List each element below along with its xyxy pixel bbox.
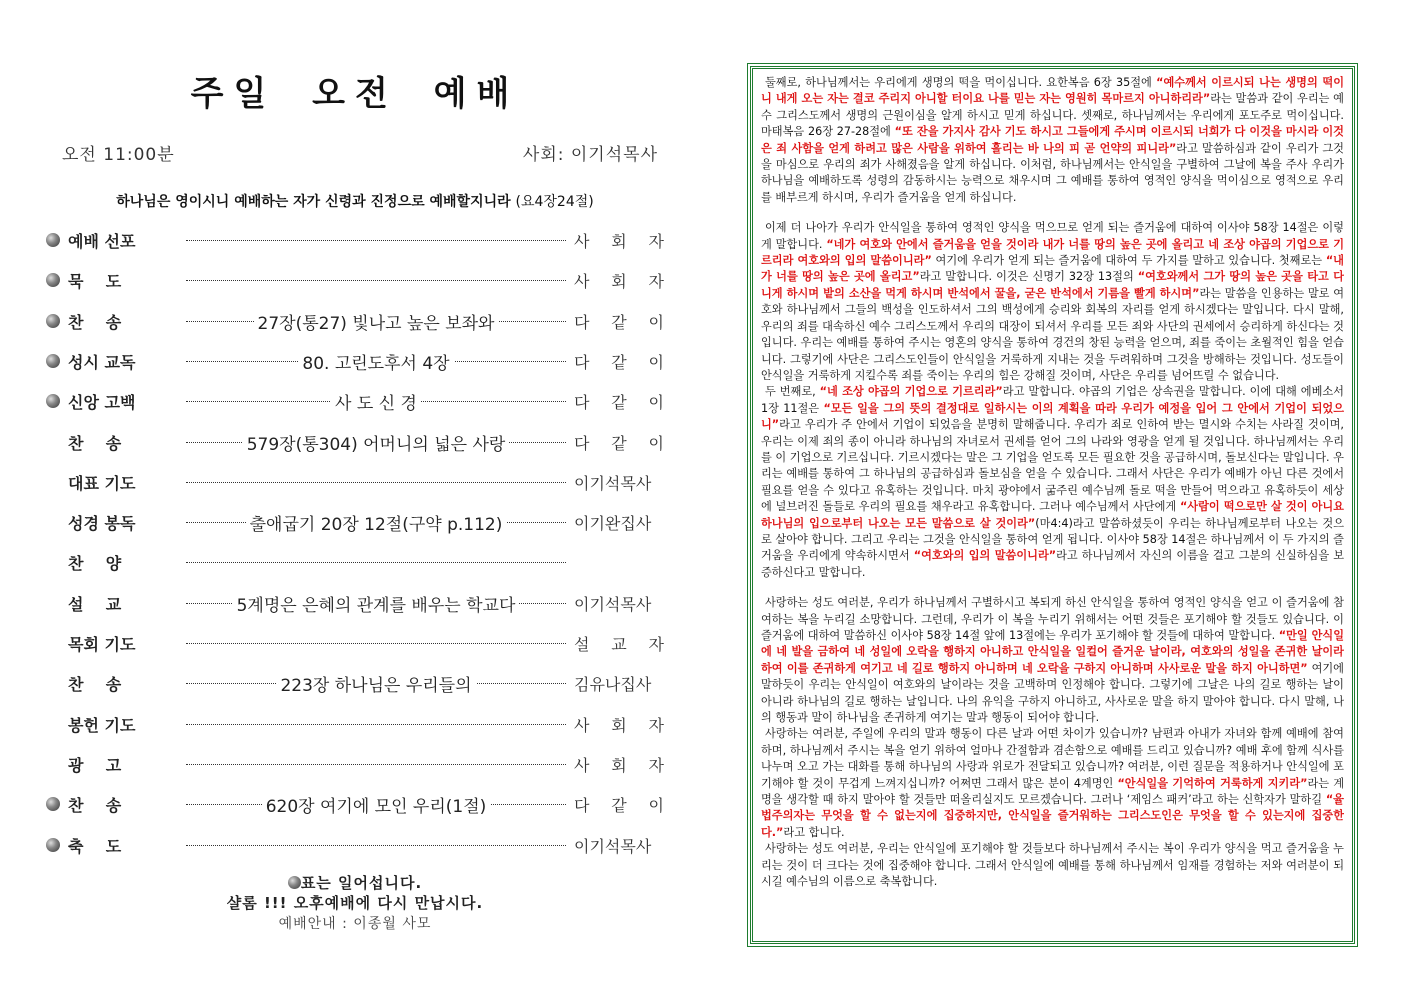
scripture-quote: “사람이 떡으로만 살 것이 아니요 하나님의 입으로부터 나오는 모든 말씀으로 살 것이라” — [761, 500, 1344, 530]
order-content — [186, 510, 566, 535]
order-person: 사 회 자 — [574, 755, 664, 775]
dotted-leader — [186, 845, 566, 846]
service-time: 오전 11:00분 — [62, 145, 175, 165]
order-row — [46, 383, 666, 423]
order-row — [46, 706, 666, 746]
stand-bullet-icon — [288, 876, 301, 889]
sermon-text-run: 라고 말씀하심과 같이 우리가 그것을 마심으로 우리의 죄가 사해졌음을 알게 하십니다. 이처럼, 하나님께서는 안식일을 구별하여 그날에 복을 주사 우리가 하나님을 예배하도록 성령의 감동하시는 능력으로 채우시며 그 예배를 통하여 영적인 양식을 먹이심으로 영적으로 우리를 배부르게 하시며, 우리가 즐거움을 얻게 하십니다. — [761, 141, 1344, 204]
sermon-text-run: 여기에 말하듯이 우리는 안식일이 여호와의 날이라는 것을 고백하며 인정해야 합니다. 그렇기에 그날은 나의 길로 행하는 날이 아니라 하나님의 길로 행하는 날입니다. 나의 유익을 구하지 아니하고, 사사로운 말을 하지 말아야 합니다. 다시 말해, 나의 행동과 말이 하나님을 존귀하게 여기는 말과 행동이 되어야 합니다. — [761, 661, 1344, 725]
scripture-quote: “여호와의 입의 말씀이니라” — [913, 549, 1057, 563]
order-row — [46, 544, 666, 584]
scripture-quote: “네가 여호와 안에서 즐거움을 얻을 것이라 내가 너를 땅의 높은 곳에 올리고 네 조상 야곱의 기업으로 기르리라 여호와의 입의 말씀이니라” — [761, 237, 1344, 268]
order-content — [186, 430, 566, 455]
dotted-leader — [186, 764, 566, 765]
order-person: 사 회 자 — [574, 232, 664, 251]
order-row — [46, 464, 666, 504]
order-label: 목회 기도 — [68, 635, 136, 654]
order-content-text: 80. 고린도후서 4장 — [298, 354, 453, 374]
sermon-text-run: 라고 우리가 주 안에서 기업이 되었음을 분명히 말해줍니다. 우리가 죄로 인하여 받는 멸시와 수치는 사라질 것이며, 우리는 이제 죄의 종이 아니라 하나님의 자녀로서 권세를 얻어 그의 나라와 영광을 얻게 될 것입니다. 하나님께서는 우리를 이 기업으로 기르십니다. 기르시겠다는 말은 그 기업을 얻도록 모든 필요한 것을 공급하시며, 돌보신다는 말입니다. 우리는 예배를 통하여 그 하나님의 공급하심과 돌보심을 얻을 수 있습니다. 그래서 사단은 우리가 예배가 아닌 다른 것에서 필요를 얻을 수 있다고 유혹하는 것입니다. 마치 광야에서 굶주린 예수님께 돌로 떡을 만들어 먹으라고 유혹하듯이 세상에 널브러진 돌들로 우리의 필요를 채우라고 유혹합니다. 그러나 예수님께서 사단에게 — [761, 418, 1344, 514]
order-label: 찬 송 — [68, 433, 122, 453]
order-content-text: 5계명은 은혜의 관계를 배우는 학교다 — [233, 596, 520, 616]
scripture-quote: “내가 너를 땅의 높은 곳에 올리고” — [761, 254, 1344, 284]
sermon-text-run: 라는 계명을 생각할 때 하지 말아야 할 것들만 떠올리실지도 모르겠습니다. 그러나 ‘제임스 패커’라고 하는 신학자가 말하길 — [761, 776, 1344, 807]
dotted-leader — [186, 482, 566, 483]
stand-bullet-icon — [46, 233, 60, 247]
sermon-text-run: 사랑하는 성도 여러분, 우리는 안식일에 포기해야 할 것들보다 하나님께서 주시는 복이 우리가 양식을 먹고 즐거움을 누리는 것이 더 크다는 것에 집중해야 합니다. 그래서 안식일에 예배를 통해 하나님께서 임재를 경험하는 저와 여러분이 되시길 예수님의 이름으로 축복합니다. — [761, 842, 1344, 889]
sermon-text-run: 라는 말씀을 인용하는 말로 여호와 하나님께서 그들의 백성을 인도하셔서 그의 백성에게 승리와 회복의 자리를 얻게 하시겠다는 말입니다. 다시 말해, 우리의 죄를 대속하신 예수 그리스도께서 우리의 대장이 되셔서 우리를 모든 죄와 사단의 권세에서 승리하게 하신다는 것입니다. 우리는 예배를 통하여 주시는 영혼의 양식을 통하여 경건의 창된 능력을 얻으며, 죄를 죽이는 초월적인 힘을 얻습니다. 그렇기에 사단은 그리스도인들이 안식일을 거룩하게 지내는 것을 두려워하며 그것을 방해하는 것입니다. 성도들이 안식일을 거룩하게 지킬수록 죄를 죽이는 우리의 힘은 강해질 것이며, 사단은 우리를 넘어뜨릴 수 없습니다. — [761, 286, 1344, 382]
worship-guide: 예배안내 : 이종월 사모 — [278, 916, 432, 932]
dotted-leader — [186, 280, 566, 281]
order-person: 김유나집사 — [574, 675, 652, 695]
sermon-box — [750, 66, 1355, 944]
scripture-quote: “또 잔을 가지사 감사 기도 하시고 그들에게 주시며 이르시되 너희가 다 이것을 마시라 이것은 죄 사함을 얻게 하려고 많은 사람을 위하여 흘리는 바 나의 피 곧 언약의 피니라” — [761, 125, 1344, 155]
order-label: 신앙 고백 — [68, 393, 136, 413]
stand-bullet-icon — [46, 354, 60, 368]
order-label: 봉헌 기도 — [68, 715, 136, 735]
order-content — [186, 792, 566, 817]
sermon-text-run: 라고 합니다. — [783, 825, 845, 839]
sermon-text-run: 라는 말씀과 같이 우리는 예수 그리스도께서 생명의 근원이심을 알게 하시고 믿게 하십니다. 셋째로, 하나님께서는 우리에게 포도주로 먹이십니다. 마태복음 26장 27-28절에 — [761, 92, 1344, 139]
order-label: 광 고 — [68, 755, 122, 775]
sermon-paragraph — [761, 726, 1344, 841]
scripture-quote: “예수께서 이르시되 나는 생명의 떡이니 내게 오는 자는 결코 주리지 아니할 터이요 나를 믿는 자는 영원히 목마르지 아니하리라” — [761, 76, 1344, 106]
scripture-quote: “네 조상 야곱의 기업으로 기르리라” — [819, 385, 1003, 399]
scripture-quote: “만일 안식일에 네 발을 금하여 네 성일에 오락을 행하지 아니하고 안식일을 일컬어 즐거운 날이라, 여호와의 성일을 존귀한 날이라 하여 이를 존귀하게 여기고 네 길로 행하지 아니하며 네 오락을 구하지 아니하며 사사로운 말을 하지 아니하면” — [761, 629, 1344, 675]
order-content-text: 579장(통304) 어머니의 넓은 사랑 — [243, 435, 510, 455]
sermon-text-run: (마4:4)라고 말씀하셨듯이 우리는 하나님께로부터 나오는 것으로 살아야 합니다. 그리고 우리는 그것을 안식일을 통하여 얻게 됩니다. 이사야 58장 14절은 하나님께서 이 두 가지의 즐거움을 우리에게 약속하시면서 — [761, 516, 1344, 563]
theme-verse-text: 하나님은 영이시니 예배하는 자가 신령과 진정으로 예배할지니라 — [116, 194, 511, 210]
sermon-text-run: 둘째로, 하나님께서는 우리에게 생명의 떡을 먹이십니다. 요한복음 6장 35절에 — [765, 76, 1157, 89]
order-content-text: 223장 하나님은 우리들의 — [276, 676, 475, 696]
sermon-paragraph — [761, 75, 1344, 206]
order-label: 성경 봉독 — [68, 514, 136, 534]
sermon-text-run: 사랑하는 성도 여러분, 우리가 하나님께서 구별하시고 복되게 하신 안식일을 통하여 영적인 양식을 얻고 이 즐거움에 참여하는 복을 누리길 소망합니다. 그런데, 우리가 이 복을 누리기 위해서는 어떤 것들은 포기해야 할 것들도 있습니다. 이 즐거움에 대하여 말씀하신 이사야 58장 14절 앞에 13절에는 우리가 포기해야 할 것들에 대하여 말합니다. — [761, 596, 1344, 642]
order-person: 사 회 자 — [574, 715, 664, 735]
order-label: 성시 교독 — [68, 352, 136, 372]
order-row — [46, 625, 666, 665]
order-label: 찬 송 — [68, 312, 122, 332]
sermon-text-run: 사랑하는 여러분, 주일에 우리의 말과 행동이 다른 날과 어떤 차이가 있습니까? 남편과 아내가 자녀와 함께 예배에 참여하며, 하나님께서 주시는 복을 얻기 위하여 얼마나 간절함과 겸손함으로 예배를 드리고 있습니까? 예배 후에 함께 식사를 나누며 오고 가는 대화를 통해 하나님의 사랑과 위로가 전달되고 있습니까? 여러분, 이런 질문을 적용하거나 안식일에 포기해야 할 것이 무겁게 느껴지십니까? 어쩌면 그래서 많은 분이 4계명인 — [761, 727, 1344, 790]
order-label: 설 교 — [68, 594, 122, 614]
sermon-text-run: 라고 하나님께서 자신의 이름을 걸고 그분의 신실하심을 보증하신다고 말합니다. — [761, 549, 1344, 579]
sermon-paragraph — [761, 220, 1344, 384]
order-label: 예배 선포 — [68, 232, 136, 251]
stand-note-text: 표는 일어섭니다. — [300, 874, 423, 892]
order-row — [46, 343, 666, 383]
order-person: 다 같 이 — [574, 433, 664, 453]
dotted-leader — [186, 240, 566, 241]
order-content — [186, 309, 566, 334]
sermon-text — [761, 75, 1344, 935]
order-row — [46, 746, 666, 786]
order-content-text: 27장(통27) 빛나고 높은 보좌와 — [254, 314, 499, 334]
stand-bullet-icon — [46, 394, 60, 408]
order-row — [46, 303, 666, 343]
closing-greeting: 샬롬 !!! 오후예배에 다시 만납시다. — [226, 894, 484, 912]
order-row — [46, 424, 666, 464]
stand-bullet-icon — [46, 797, 60, 811]
order-label: 축 도 — [68, 836, 122, 856]
order-person: 이기완집사 — [574, 514, 652, 534]
order-content — [186, 389, 566, 414]
order-row — [46, 504, 666, 544]
order-row — [46, 665, 666, 705]
stand-bullet-icon — [46, 273, 60, 287]
order-content-text: 620장 여기에 모인 우리(1절) — [262, 797, 491, 817]
scripture-quote: “여호와께서 그가 땅의 높은 곳을 타고 다니게 하시며 밭의 소산을 먹게 하시며 반석에서 꿀을, 굳은 반석에서 기름을 빨게 하시며” — [761, 270, 1344, 300]
presider: 사회: 이기석목사 — [522, 145, 658, 165]
sermon-text-run: 여기에 우리가 얻게 되는 즐거움에 대하여 두 가지를 말하고 있습니다. 첫째로는 — [931, 254, 1326, 268]
order-person: 다 같 이 — [574, 312, 664, 332]
scripture-quote: “모든 일을 그의 뜻의 결정대로 일하시는 이의 계획을 따라 우리가 예정을 입어 그 안에서 기업이 되었으니” — [761, 401, 1344, 432]
order-label: 찬 송 — [68, 675, 122, 695]
stand-note — [40, 872, 670, 893]
order-row — [46, 827, 666, 867]
order-row — [46, 262, 666, 302]
dotted-leader — [186, 562, 566, 563]
order-label: 대표 기도 — [68, 473, 136, 493]
order-person: 다 같 이 — [574, 352, 664, 372]
order-label: 찬 양 — [68, 554, 122, 574]
order-content — [186, 349, 566, 374]
theme-verse-ref: (요4장24절) — [515, 194, 594, 210]
bulletin-order-panel — [40, 60, 670, 960]
order-content-text: 출애굽기 20장 12절(구약 p.112) — [246, 515, 507, 535]
order-row — [46, 786, 666, 826]
order-person: 설 교 자 — [574, 635, 664, 654]
dotted-leader — [186, 724, 566, 725]
sermon-text-run: 라고 말합니다. 이것은 신명기 32장 13절의 — [919, 270, 1138, 284]
order-person: 이기석목사 — [574, 594, 652, 614]
dotted-leader — [186, 643, 566, 644]
theme-verse — [40, 191, 670, 211]
order-person: 이기석목사 — [574, 836, 652, 856]
scripture-quote: “안식일을 기억하여 거룩하게 지키라” — [1117, 776, 1308, 790]
order-person: 다 같 이 — [574, 796, 664, 816]
order-label: 묵 도 — [68, 272, 122, 292]
order-person: 사 회 자 — [574, 272, 664, 292]
scripture-quote: “율법주의자는 무엇을 할 수 없는지에 집중하지만, 안식일을 즐거워하는 그리스도인은 무엇을 할 수 있는지에 집중한다.” — [761, 793, 1344, 839]
order-label: 찬 송 — [68, 796, 122, 816]
sermon-paragraph — [761, 841, 1344, 890]
stand-bullet-icon — [46, 838, 60, 852]
stand-bullet-icon — [46, 314, 60, 328]
order-row — [46, 222, 666, 262]
sermon-paragraph — [761, 384, 1344, 581]
order-content — [186, 591, 566, 616]
order-person: 다 같 이 — [574, 393, 664, 413]
sermon-text-run: 이제 더 나아가 우리가 안식일을 통하여 영적인 양식을 먹으므로 얻게 되는 즐거움에 대하여 이사야 58장 14절은 이렇게 말합니다. — [761, 221, 1344, 251]
order-content — [186, 671, 566, 696]
sermon-paragraph — [761, 595, 1344, 726]
sermon-text-run: 라고 말합니다. 야곱의 기업은 상속권을 말합니다. 이에 대해 에베소서 1장 11절은 — [761, 385, 1344, 415]
order-person: 이기석목사 — [574, 473, 652, 493]
page-title: 주일 오전 예배 — [190, 74, 520, 114]
order-row — [46, 585, 666, 625]
sermon-text-run: 두 번째로, — [765, 385, 820, 399]
order-content-text: 사 도 신 경 — [331, 394, 421, 414]
